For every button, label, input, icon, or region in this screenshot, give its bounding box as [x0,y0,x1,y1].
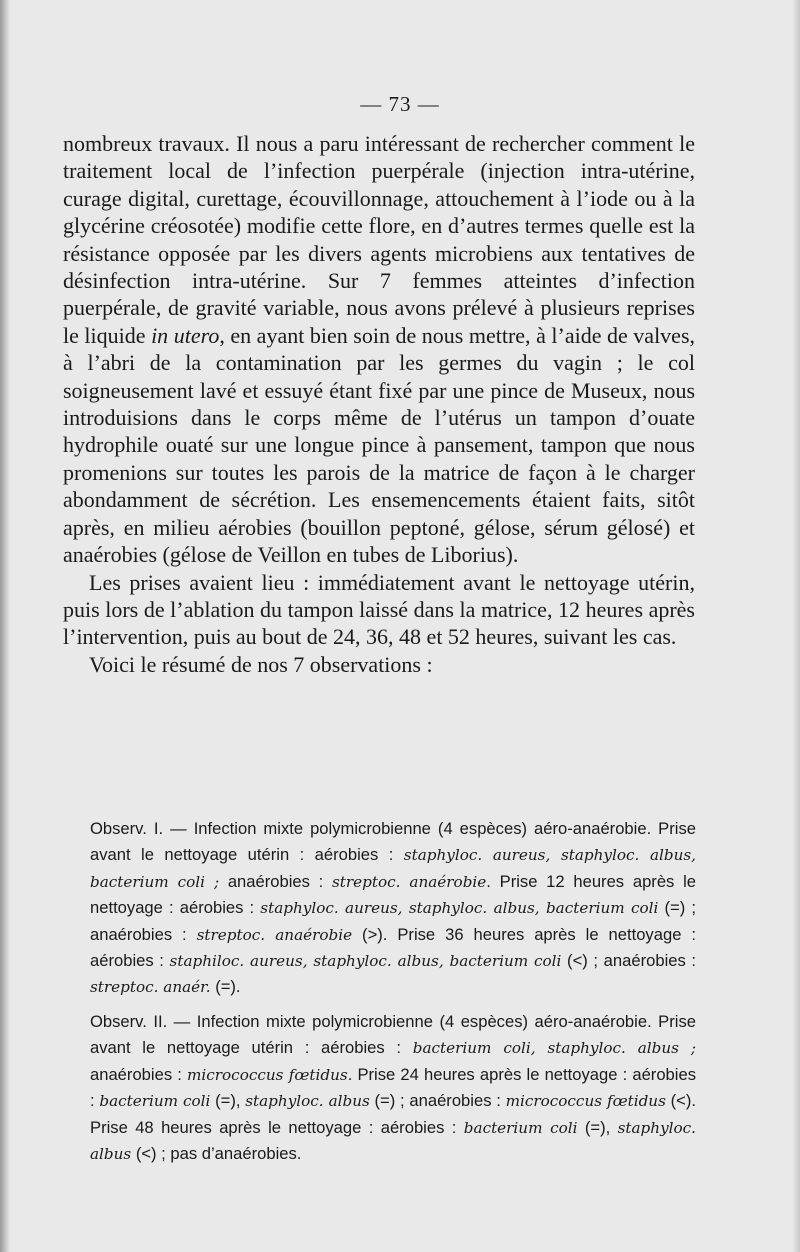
italic-segment: staphyloc. aureus, staphyloc. albus, bacterium coli ; [90,846,697,891]
text-segment: (=), [577,1117,618,1137]
italic-segment: bacterium coli [99,1092,211,1111]
text-segment: . Prise 12 heures après le nettoyage : aérobies : [90,871,697,918]
paragraph-3: Voici le résumé de nos 7 observations : [89,651,433,677]
italic-segment: micrococcus fœtidus [187,1065,348,1084]
text-segment: Observ. II. — Infection mixte polymicrobienne (4 espèces) aéro-anaérobie. Prise avant le nettoyage utérin : aérobies : [90,1012,696,1058]
text-segment: . Prise 24 heures après le nettoyage : aérobies : [90,1064,696,1111]
italic-segment: micrococcus fœtidus [505,1092,666,1111]
text-segment: anaérobies : [90,1064,188,1084]
text-segment: (<). Prise 48 heures après le nettoyage : aérobies : [90,1091,696,1137]
italic-segment: staphiloc. aureus, staphyloc. albus, bacterium coli [169,952,562,971]
italic-segment: staphyloc. albus [245,1092,370,1111]
italic-segment: streptoc. anaérobie [196,925,353,944]
italic-segment: in utero [151,322,220,348]
paragraph-1 [63,130,695,569]
text-segment: (=). [210,977,241,997]
main-text [63,130,695,678]
italic-segment: streptoc. anaérobie [332,872,487,891]
page-number: — 73 — [360,92,440,116]
observation-1 [90,816,696,1001]
text-segment: anaérobies : [219,871,333,891]
text-segment: (<) ; pas d’anaérobies. [131,1144,302,1164]
text-segment: (=) ; anaérobies : [90,898,696,944]
text-segment: nombreux travaux. Il nous a paru intéressant de rechercher comment le traitement local de l’infection puerpérale (injection intra-utérine, curage digital, curettage, écouvillonnage, attouchement à l’iode ou à la glycérine créosotée) modifie cette flore, en d’autres termes quelle est la résistance opposée par les divers agents microbiens aux tentatives de désinfection intra-utérine. Sur 7 femmes atteintes d’infection puerpérale, de gravité variable, nous avons prélevé à plusieurs reprises le liquide [63,131,695,348]
text-segment: (=) ; anaérobies : [369,1091,506,1111]
italic-segment: staphyloc. albus [90,1118,696,1164]
text-segment: (<) ; anaérobies : [561,951,697,971]
text-segment: , en ayant bien soin de nous mettre, à l’aide de valves, à l’abri de la contamination par les germes du vagin ; le col soigneusement lavé et essuyé étant fixé par une pince de Museux, nous introduisions dans le corps même de l’utérus un tampon d’ouate hydrophile ouaté sur une longue pince à pansement, tampon que nous promenions sur toutes les parois de la matrice de façon à le charger abondamment de sécrétion. Les ensemencements étaient faits, sitôt après, en milieu aérobies (bouillon peptoné, gélose, sérum gélosé) et anaérobies (gélose de Veillon en tubes de Liborius). [63,322,696,568]
observation-2 [90,1009,696,1167]
text-segment: (>). Prise 36 heures après le nettoyage : aérobies : [90,924,696,971]
italic-segment: bacterium coli [463,1118,578,1137]
paragraph-2: Les prises avaient lieu : immédiatement avant le nettoyage utérin, puis lors de l’ablation du tampon laissé dans la matrice, 12 heures après l’intervention, puis au bout de 24, 36, 48 et 52 heures, suivant les cas. [63,569,695,650]
italic-segment: bacterium coli, staphyloc. albus ; [412,1039,696,1058]
italic-segment: streptoc. anaér. [90,978,211,997]
italic-segment: staphyloc. aureus, staphyloc. albus, bacterium coli [260,899,659,918]
text-segment: (=), [210,1091,246,1111]
text-segment: Observ. I. — Infection mixte polymicrobienne (4 espèces) aéro-anaérobie. Prise avant le nettoyage utérin : aérobies : [90,819,696,865]
